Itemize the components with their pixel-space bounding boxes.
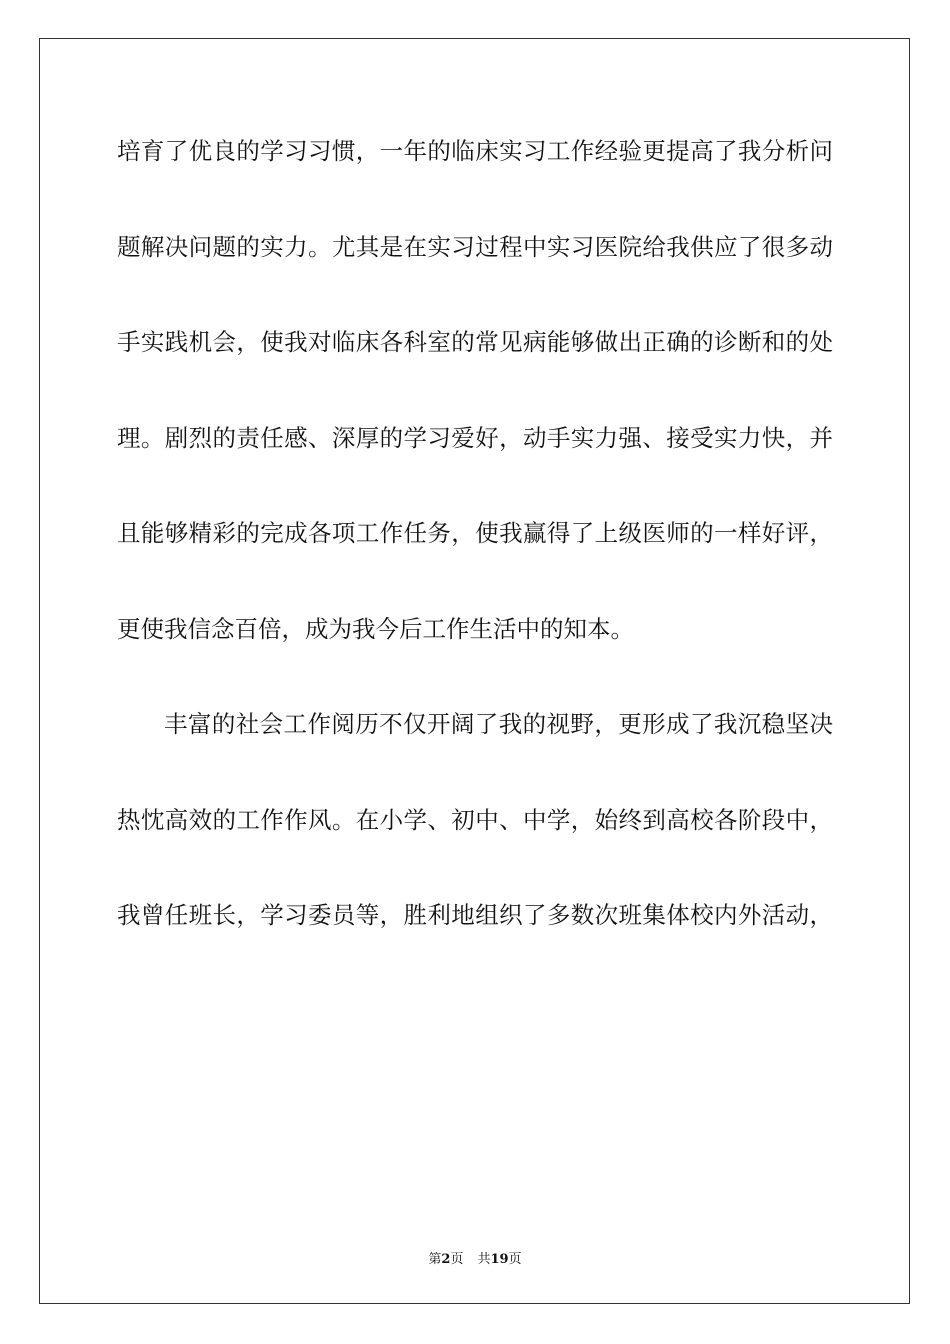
total-suffix: 页 <box>508 1252 522 1267</box>
text-line: 题解决问题的实力。尤其是在实习过程中实习医院给我供应了很多动 <box>117 232 833 261</box>
page-suffix: 页 <box>450 1252 464 1267</box>
text-line: 手实践机会，使我对临床各科室的常见病能够做出正确的诊断和的处 <box>117 328 833 356</box>
text-line: 理。剧烈的责任感、深厚的学习爱好，动手实力强、接受实力快，并 <box>117 423 833 452</box>
total-pages: 19 <box>490 1252 509 1267</box>
text-line: 且能够精彩的完成各项工作任务，使我赢得了上级医师的一样好评， <box>117 519 833 547</box>
document-body <box>117 128 833 988</box>
page-number: 2 <box>441 1252 451 1267</box>
text-line: 我曾任班长，学习委员等，胜利地组织了多数次班集体校内外活动， <box>117 901 833 929</box>
page-footer <box>0 1248 950 1267</box>
total-prefix: 共 <box>477 1252 491 1267</box>
text-line: 培育了优良的学习习惯，一年的临床实习工作经验更提高了我分析问 <box>117 137 833 165</box>
text-line: 更使我信念百倍，成为我今后工作生活中的知本。 <box>117 614 634 643</box>
page-prefix: 第 <box>428 1252 442 1267</box>
text-line: 丰富的社会工作阅历不仅开阔了我的视野，更形成了我沉稳坚决 <box>164 710 833 738</box>
text-line: 热忱高效的工作作风。在小学、初中、中学，始终到高校各阶段中， <box>117 805 833 834</box>
